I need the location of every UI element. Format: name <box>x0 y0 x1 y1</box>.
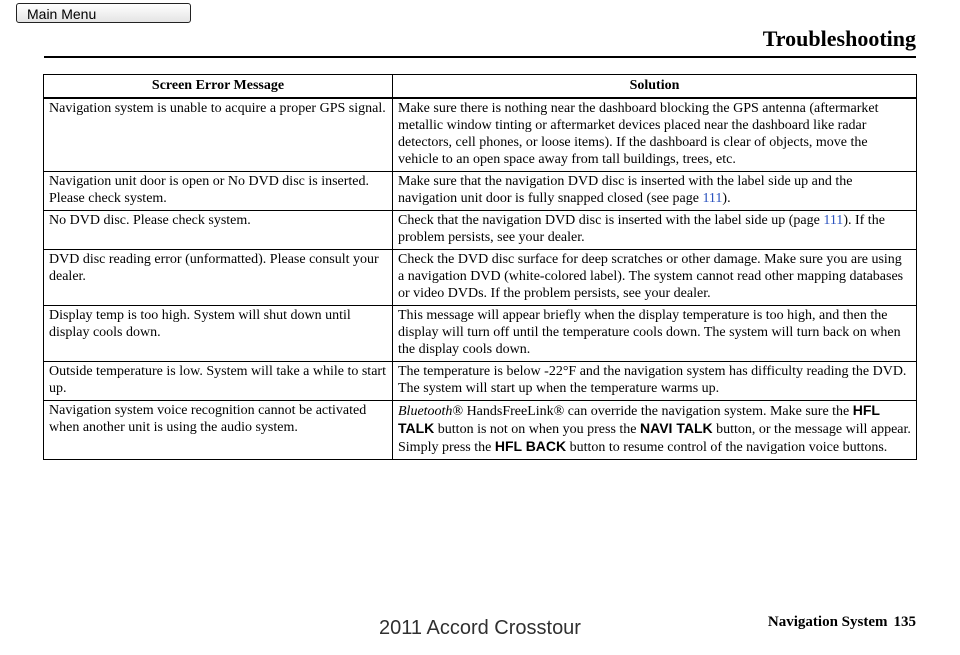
solution-cell: This message will appear briefly when the display temperature is too high, and then the display will turn off until the temperature cools down. The system will turn back on when the display cools down. <box>393 306 917 362</box>
error-message-cell: Display temp is too high. System will shut down until display cools down. <box>44 306 393 362</box>
page-title: Troubleshooting <box>762 26 916 51</box>
solution-text: Make sure that the navigation DVD disc is inserted with the label side up and the navigation unit door is fully snapped closed (see page <box>398 174 853 206</box>
error-message-cell: Navigation unit door is open or No DVD disc is inserted. Please check system. <box>44 172 393 211</box>
solution-cell: Make sure there is nothing near the dashboard blocking the GPS antenna (aftermarket metallic window tinting or aftermarket devices placed near the dashboard like radar detectors, cell phones, or loose items). If the dashboard is clear of objects, move the vehicle to an open space away from tall buildings, trees, etc. <box>393 98 917 172</box>
solution-text: button, or the message will appear. Simply press the <box>398 422 911 455</box>
table-row <box>44 306 917 362</box>
hfl-back-button-label: HFL BACK <box>494 438 567 454</box>
error-message-cell: No DVD disc. Please check system. <box>44 211 393 250</box>
table-row <box>44 401 917 460</box>
solution-text: Check that the navigation DVD disc is inserted with the label side up (page <box>398 213 824 228</box>
table-header-row <box>44 75 917 99</box>
table-row <box>44 211 917 250</box>
column-header-solution: Solution <box>393 75 917 99</box>
page-number: 135 <box>893 614 916 630</box>
solution-text: ). <box>722 191 731 206</box>
error-message-cell: Navigation system voice recognition cannot be activated when another unit is using the audio system. <box>44 401 393 460</box>
page-link-111[interactable]: 111 <box>823 213 844 228</box>
error-message-cell: Navigation system is unable to acquire a proper GPS signal. <box>44 98 393 172</box>
column-header-message: Screen Error Message <box>44 75 393 99</box>
solution-cell <box>393 172 917 211</box>
solution-text: ). If the problem persists, see your dealer. <box>398 213 885 245</box>
solution-text: button is not on when you press the <box>434 422 641 437</box>
header-divider <box>44 56 916 58</box>
main-menu-button[interactable]: Main Menu <box>16 3 191 23</box>
table-row <box>44 362 917 401</box>
solution-cell: The temperature is below -22°F and the navigation system has difficulty reading the DVD. The system will start up when the temperature warms up. <box>393 362 917 401</box>
solution-cell <box>393 211 917 250</box>
navi-talk-button-label: NAVI TALK <box>640 420 713 436</box>
page-link-111[interactable]: 111 <box>702 191 723 206</box>
solution-text: button to resume control of the navigation voice buttons. <box>566 440 888 455</box>
table-row <box>44 98 917 172</box>
bluetooth-text: Bluetooth <box>398 404 453 419</box>
table-row <box>44 172 917 211</box>
hfl-talk-button-label: HFL TALK <box>398 402 880 436</box>
error-message-cell: DVD disc reading error (unformatted). Please consult your dealer. <box>44 250 393 306</box>
watermark-text: 2011 Accord Crosstour <box>379 617 581 639</box>
error-message-cell: Outside temperature is low. System will take a while to start up. <box>44 362 393 401</box>
table-row <box>44 250 917 306</box>
footer-section-title: Navigation System <box>767 614 888 630</box>
troubleshooting-table <box>43 74 917 460</box>
solution-text: ® HandsFreeLink® can override the navigation system. Make sure the <box>452 404 853 419</box>
solution-cell: Check the DVD disc surface for deep scratches or other damage. Make sure you are using a navigation DVD (white-colored label). The system cannot read other mapping databases or video DVDs. If the problem persists, see your dealer. <box>393 250 917 306</box>
solution-cell <box>393 401 917 460</box>
